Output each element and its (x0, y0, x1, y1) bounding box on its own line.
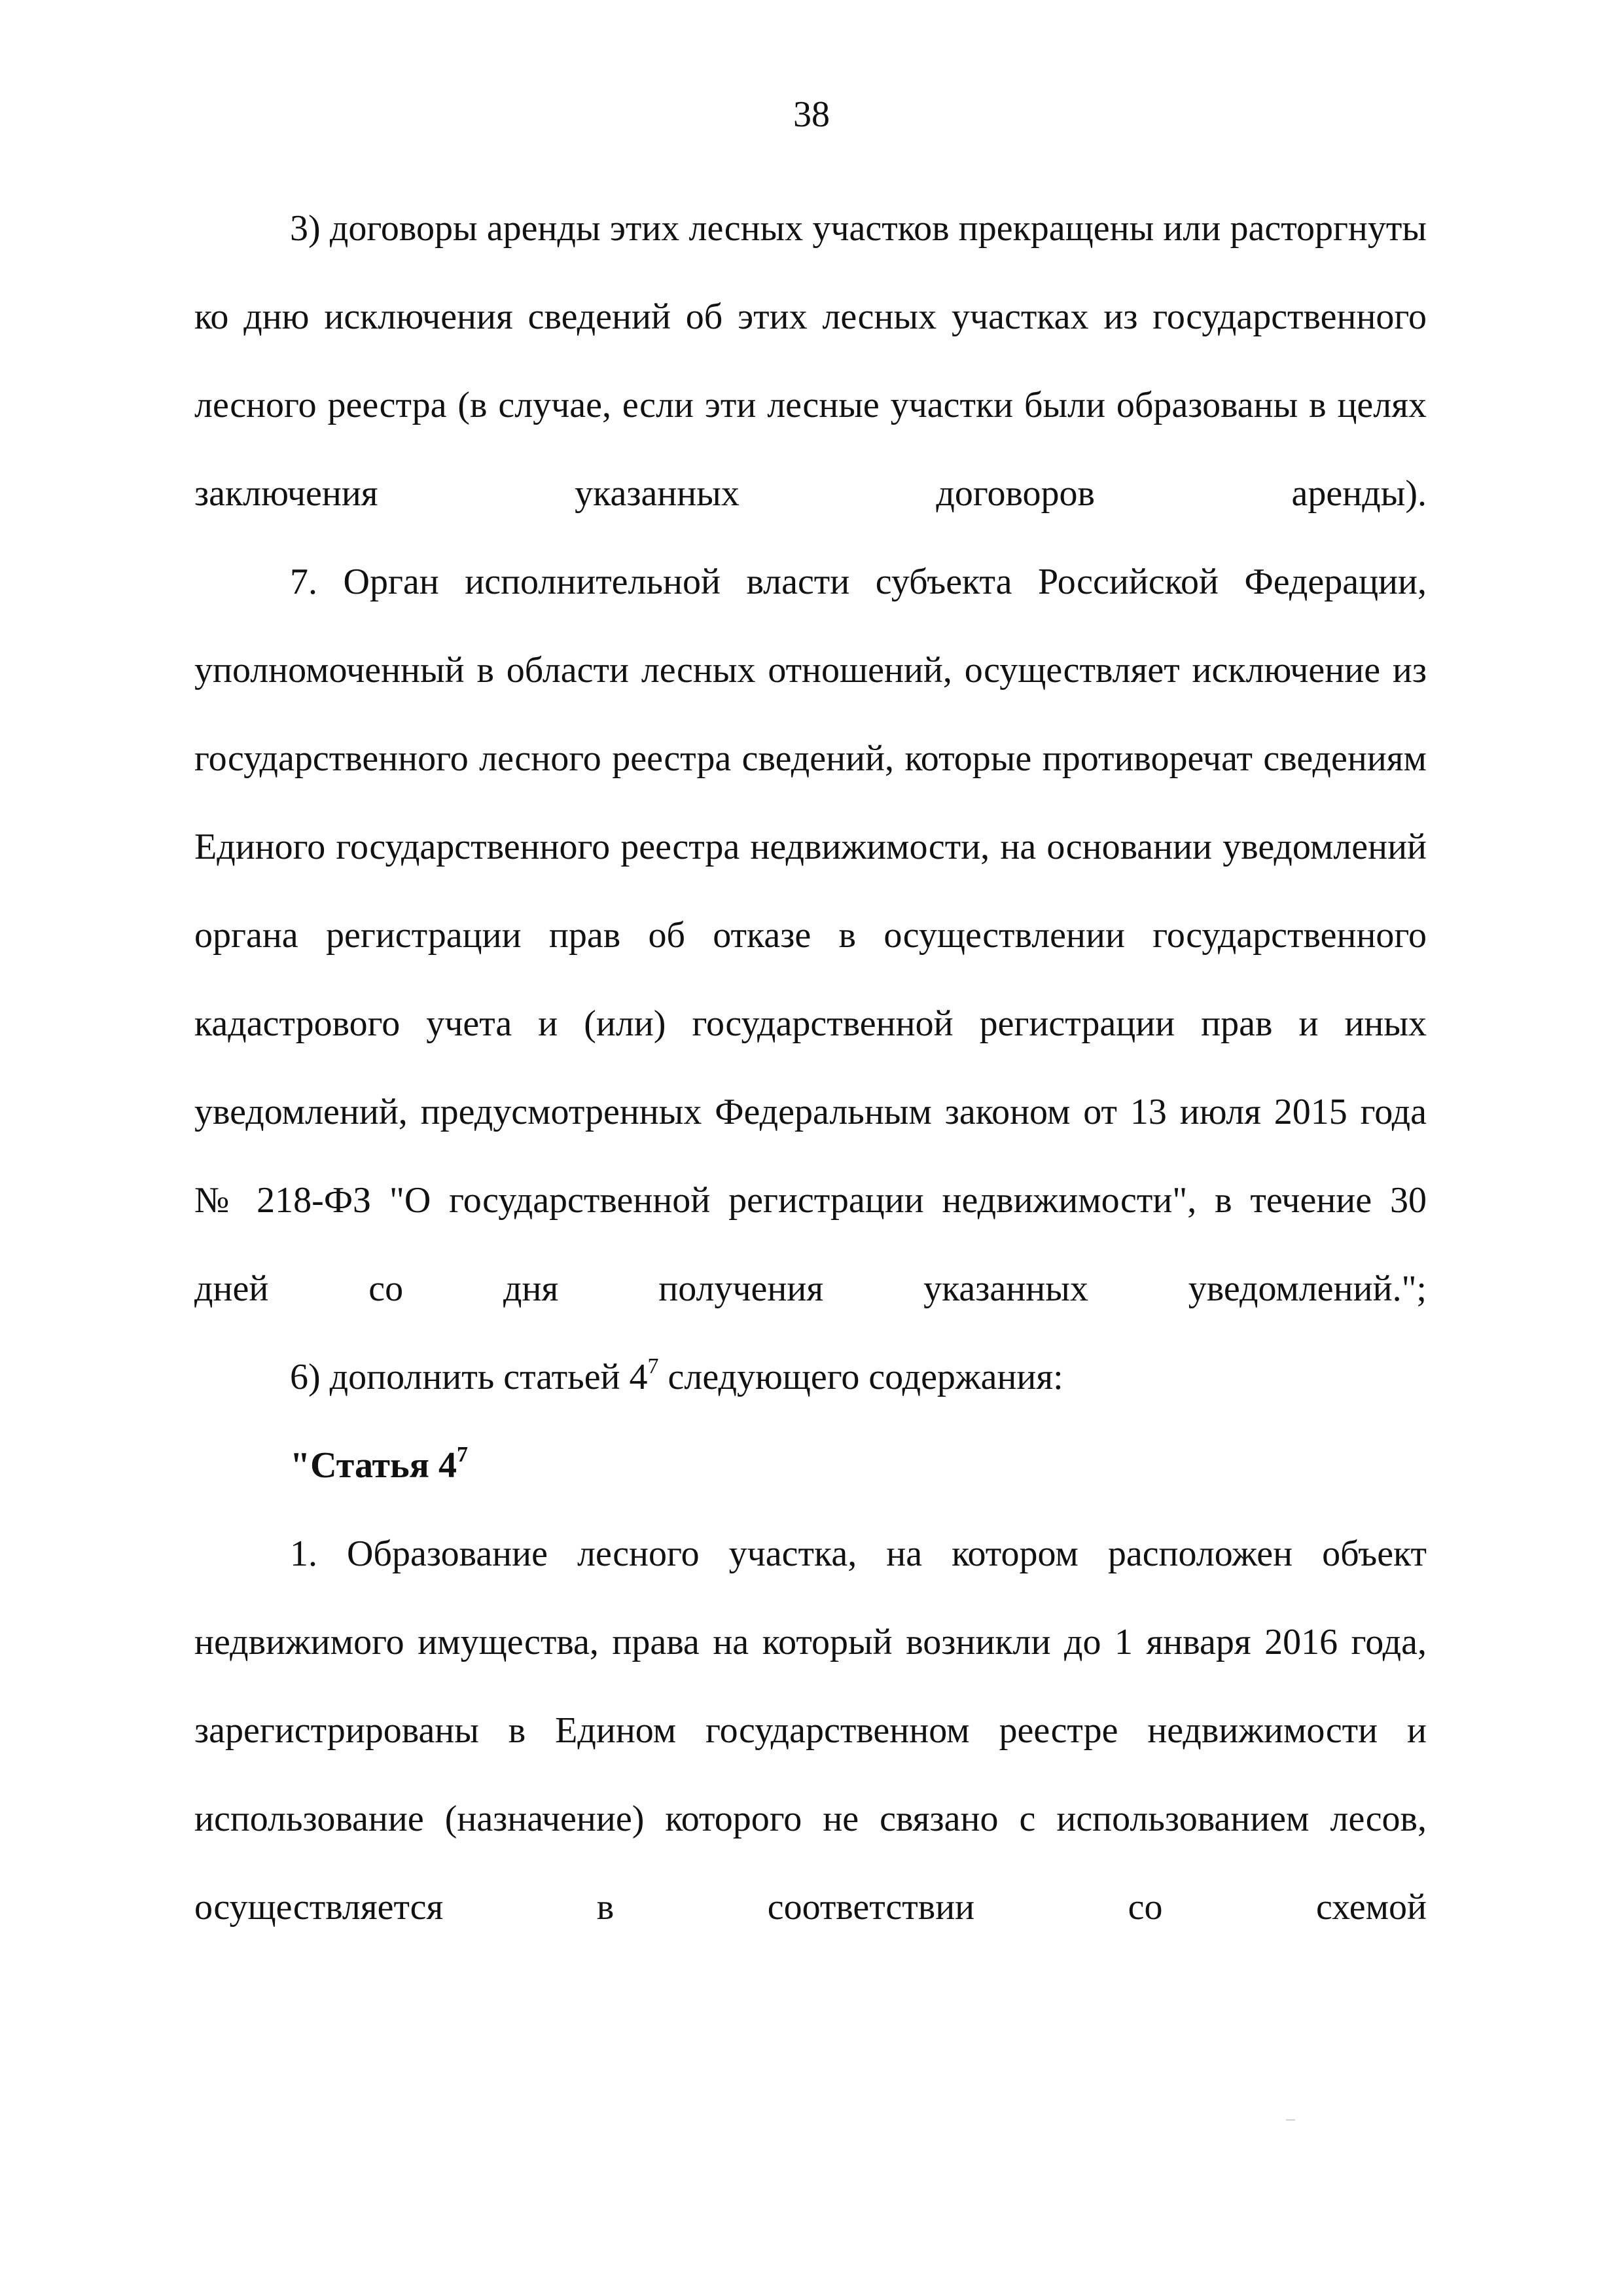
article-heading-text: "Статья 4 (290, 1445, 457, 1486)
paragraph-item-3: 3) договоры аренды этих лесных участков прекращены или расторгнуты ко дню исключения сведений об этих лесных участках из государственного лесного реестра (в случае, если эти лесные участки были образованы в целях заключения указанных договоров аренды). (194, 208, 1427, 514)
scan-speck (1286, 2119, 1295, 2121)
item-6-text-before: 6) дополнить статьей 4 (290, 1357, 648, 1397)
paragraph-article-item-1: 1. Образование лесного участка, на котором расположен объект недвижимого имущества, права на который возникли до 1 января 2016 года, зарегистрированы в Едином государственном реестре недвижимости и использование (назначение) которого не связано с использованием лесов, осуществляется в соответствии со схемой (194, 1534, 1427, 1928)
paragraph-item-7: 7. Орган исполнительной власти субъекта Российской Федерации, уполномоченный в области лесных отношений, осуществляет исключение из государственного лесного реестра сведений, которые противоречат сведениям Единого государственного реестра недвижимости, на основании уведомлений органа регистрации прав об отказе в осуществлении государственного кадастрового учета и (или) государственной регистрации прав и иных уведомлений, предусмотренных Федеральным законом от 13 июля 2015 года № 218-ФЗ "О государственной регистрации недвижимости", в течение 30 дней со дня получения указанных уведомлений."; (194, 562, 1427, 1309)
document-body (194, 185, 1427, 1952)
paragraph-item-6 (194, 1333, 1427, 1422)
article-heading-superscript: 7 (456, 1443, 468, 1467)
item-6-text-after: следующего содержания: (658, 1357, 1063, 1397)
page-number: 38 (793, 94, 830, 135)
article-heading (194, 1422, 1427, 1510)
item-6-superscript: 7 (647, 1354, 659, 1379)
